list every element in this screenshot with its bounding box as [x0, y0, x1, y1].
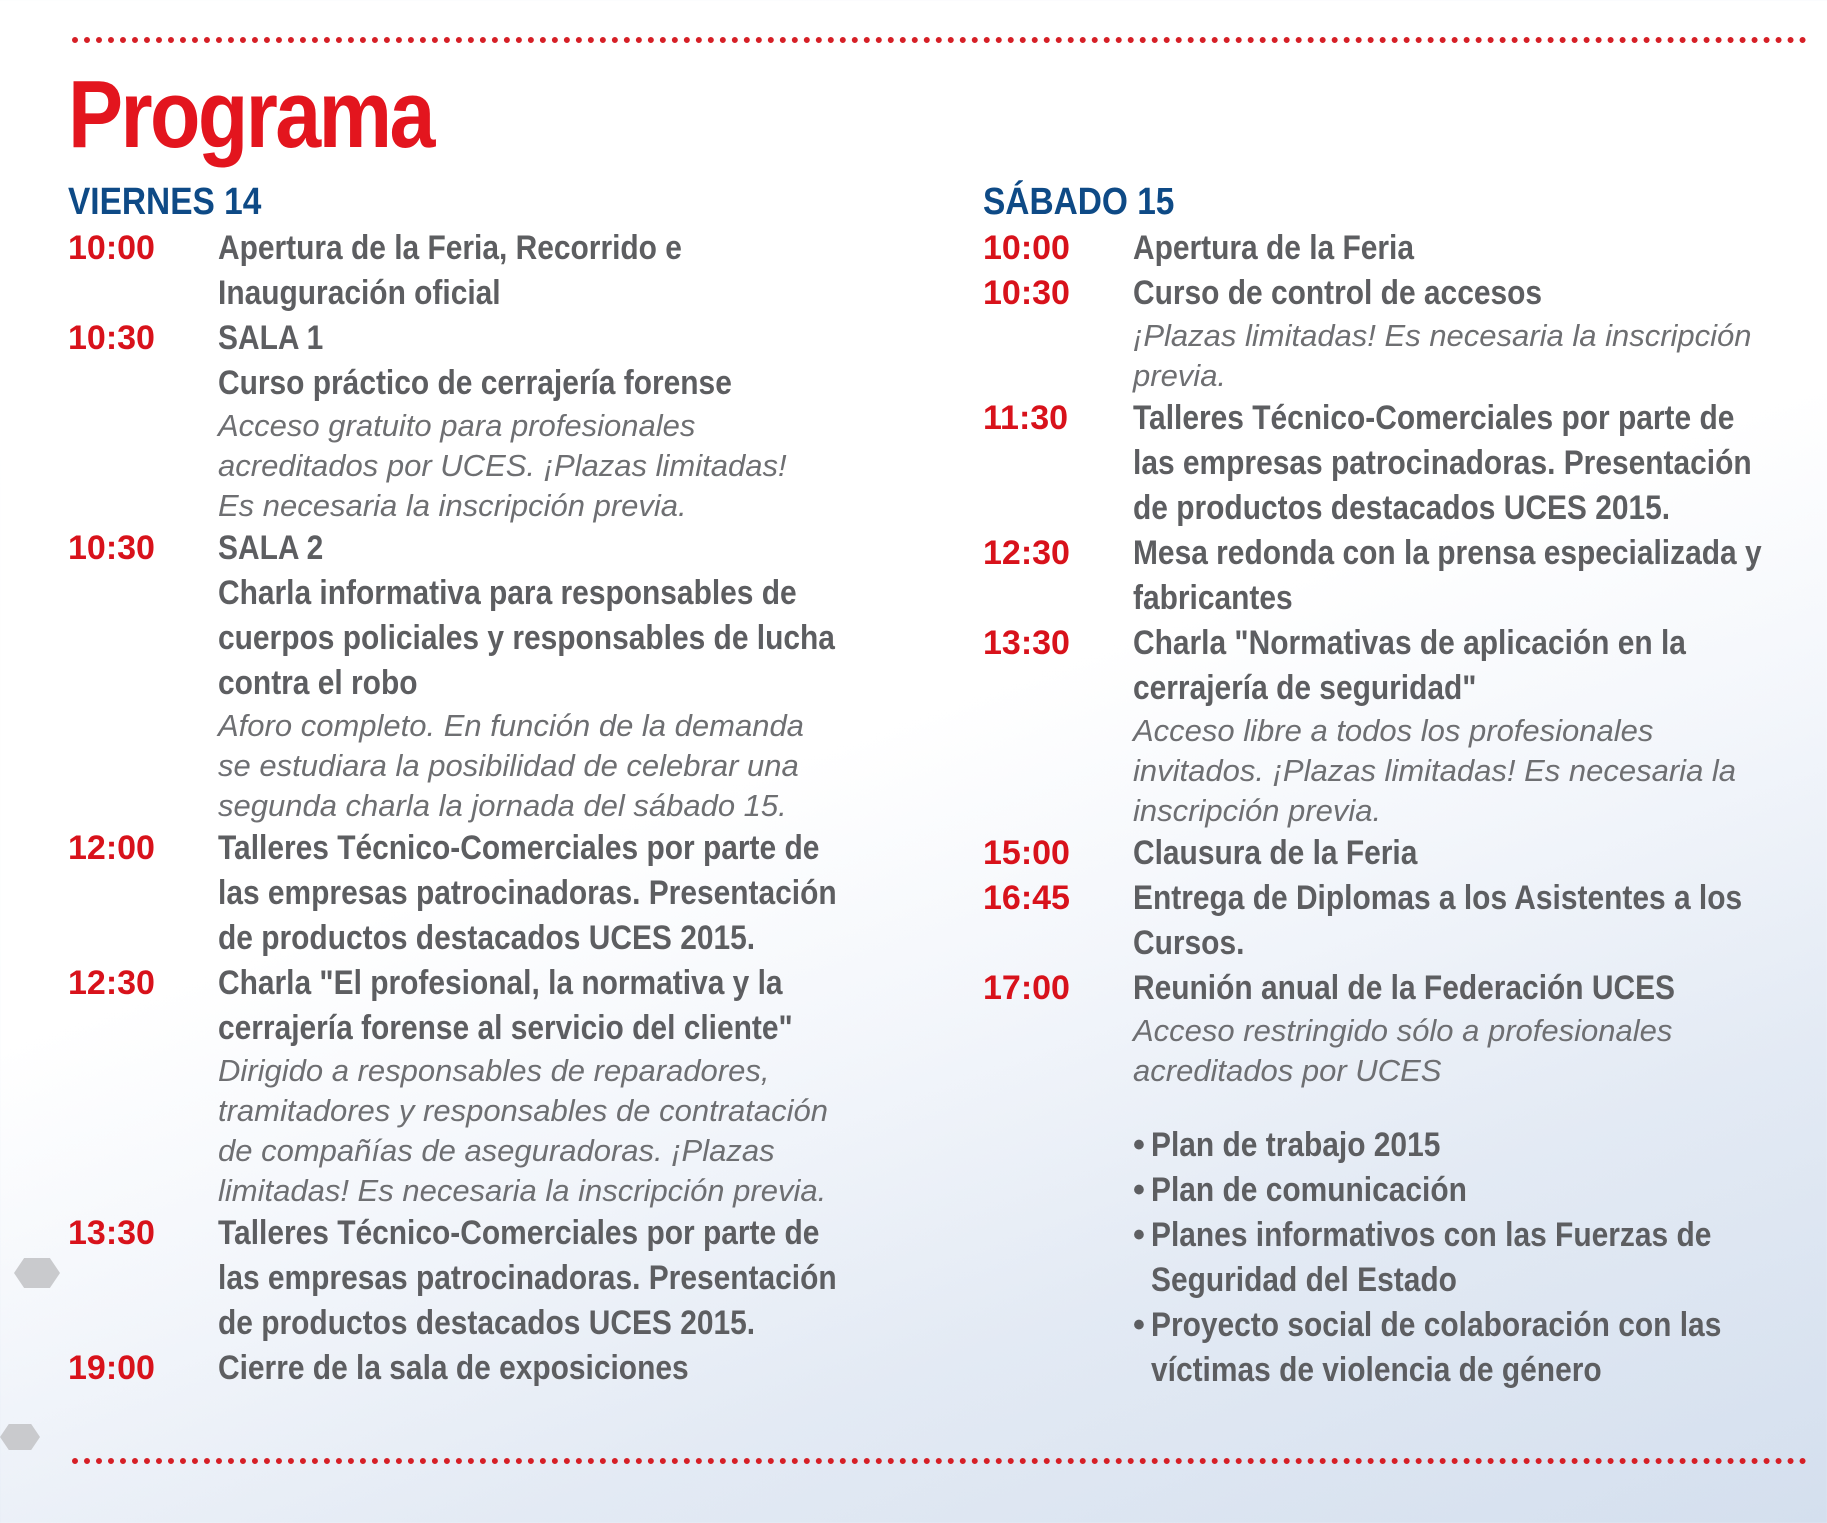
schedule-entry — [68, 961, 908, 1211]
bullet-dot-icon — [1133, 1348, 1151, 1393]
entry-title-line: Curso práctico de cerrajería forense — [218, 364, 732, 402]
entry-title-line: Charla "Normativas de aplicación en la — [1133, 624, 1686, 662]
entry-title-line: contra el robo — [218, 664, 418, 702]
hexagon-decoration-icon — [14, 1258, 60, 1288]
schedule-entry — [983, 621, 1813, 831]
friday-schedule — [68, 226, 908, 1391]
meeting-agenda-list — [1133, 1123, 1813, 1393]
agenda-item — [1133, 1348, 1813, 1393]
agenda-item-text: Planes informativos con las Fuerzas de — [1151, 1216, 1712, 1254]
agenda-item — [1133, 1213, 1813, 1258]
entry-content — [1133, 271, 1813, 396]
saturday-column — [983, 178, 1813, 1393]
schedule-entry — [68, 226, 908, 316]
entry-note-line: previa. — [1133, 358, 1227, 393]
entry-note-line: Aforo completo. En función de la demanda — [218, 708, 804, 743]
top-dotted-divider — [72, 37, 1807, 43]
schedule-entry — [68, 316, 908, 526]
entry-content — [218, 316, 908, 526]
schedule-entry — [68, 1211, 908, 1346]
bullet-dot-icon: • — [1133, 1171, 1145, 1209]
entry-title-line: fabricantes — [1133, 579, 1293, 617]
entry-title-line: Charla "El profesional, la normativa y la — [218, 964, 783, 1002]
entry-note-line: invitados. ¡Plazas limitadas! Es necesaria la — [1133, 753, 1737, 788]
entry-time: 19:00 — [68, 1349, 155, 1387]
entry-note-line: Acceso gratuito para profesionales — [218, 408, 696, 443]
entry-time: 10:30 — [68, 529, 155, 567]
entry-title-line: Reunión anual de la Federación UCES — [1133, 969, 1675, 1007]
entry-content — [218, 961, 908, 1211]
entry-title-line: Talleres Técnico-Comerciales por parte de — [218, 829, 820, 867]
entry-note-line: Acceso libre a todos los profesionales — [1133, 713, 1654, 748]
agenda-item-text: Plan de comunicación — [1151, 1171, 1467, 1209]
entry-content — [218, 1346, 908, 1391]
entry-note-line: inscripción previa. — [1133, 793, 1382, 828]
entry-title-line: las empresas patrocinadoras. Presentación — [218, 874, 837, 912]
entry-title-line: Cierre de la sala de exposiciones — [218, 1349, 689, 1387]
entry-title-line: Cursos. — [1133, 924, 1245, 962]
schedule-entry — [983, 226, 1813, 271]
agenda-item — [1133, 1258, 1813, 1303]
agenda-item-text: Plan de trabajo 2015 — [1151, 1126, 1441, 1164]
hexagon-decoration-icon — [0, 1424, 40, 1450]
bullet-dot-icon: • — [1133, 1126, 1145, 1164]
entry-note-line: Dirigido a responsables de reparadores, — [218, 1053, 770, 1088]
entry-note-line: acreditados por UCES. ¡Plazas limitadas! — [218, 448, 787, 483]
entry-content — [1133, 621, 1813, 831]
friday-column — [68, 178, 908, 1391]
entry-title-line: Entrega de Diplomas a los Asistentes a los — [1133, 879, 1743, 917]
saturday-schedule — [983, 226, 1813, 1091]
entry-title-line: cuerpos policiales y responsables de lucha — [218, 619, 835, 657]
entry-time: 16:45 — [983, 879, 1070, 917]
schedule-entry — [983, 966, 1813, 1091]
entry-time: 10:00 — [983, 229, 1070, 267]
entry-time: 10:30 — [68, 319, 155, 357]
entry-note-line: ¡Plazas limitadas! Es necesaria la inscripción — [1133, 318, 1752, 353]
agenda-item-text: Seguridad del Estado — [1151, 1261, 1457, 1299]
entry-title-line: Clausura de la Feria — [1133, 834, 1418, 872]
day-heading-saturday: SÁBADO 15 — [983, 181, 1175, 223]
schedule-entry — [983, 876, 1813, 966]
schedule-entry — [983, 831, 1813, 876]
schedule-entry — [983, 531, 1813, 621]
entry-time: 17:00 — [983, 969, 1070, 1007]
bullet-dot-icon: • — [1133, 1216, 1145, 1254]
entry-note-line: acreditados por UCES — [1133, 1053, 1442, 1088]
entry-content — [218, 526, 919, 826]
entry-title-line: Apertura de la Feria, Recorrido e — [218, 229, 682, 267]
entry-title-line: las empresas patrocinadoras. Presentación — [218, 1259, 837, 1297]
schedule-entry — [983, 271, 1813, 396]
schedule-entry — [68, 526, 908, 826]
schedule-entry — [68, 826, 908, 961]
agenda-item — [1133, 1168, 1813, 1213]
entry-content — [1133, 966, 1813, 1091]
schedule-entry — [983, 396, 1813, 531]
entry-content — [1133, 396, 1827, 531]
entry-note-line: tramitadores y responsables de contratación — [218, 1093, 828, 1128]
entry-note-line: segunda charla la jornada del sábado 15. — [218, 788, 787, 823]
entry-time: 10:30 — [983, 274, 1070, 312]
entry-title-line: de productos destacados UCES 2015. — [218, 919, 756, 957]
bullet-dot-icon: • — [1133, 1306, 1145, 1344]
entry-time: 12:30 — [68, 964, 155, 1002]
entry-title-line: Talleres Técnico-Comerciales por parte de — [1133, 399, 1735, 437]
schedule-entry — [68, 1346, 908, 1391]
day-heading-friday: VIERNES 14 — [68, 181, 262, 223]
entry-note-line: de compañías de aseguradoras. ¡Plazas — [218, 1133, 775, 1168]
entry-title-line: Charla informativa para responsables de — [218, 574, 797, 612]
entry-content — [1133, 531, 1827, 621]
entry-note-line: se estudiara la posibilidad de celebrar una — [218, 748, 799, 783]
entry-title-line: de productos destacados UCES 2015. — [218, 1304, 756, 1342]
entry-title-line: las empresas patrocinadoras. Presentación — [1133, 444, 1752, 482]
entry-note-line: Es necesaria la inscripción previa. — [218, 488, 687, 523]
entry-content — [1133, 831, 1813, 876]
entry-title-line: Apertura de la Feria — [1133, 229, 1415, 267]
agenda-item-text: víctimas de violencia de género — [1151, 1351, 1602, 1389]
entry-title-line: Curso de control de accesos — [1133, 274, 1543, 312]
bullet-dot-icon — [1133, 1258, 1151, 1303]
page-title: Programa — [68, 61, 433, 168]
entry-content — [1133, 876, 1825, 966]
entry-title-line: Inauguración oficial — [218, 274, 501, 312]
entry-title-line: cerrajería de seguridad" — [1133, 669, 1477, 707]
entry-title-line: SALA 1 — [218, 319, 324, 357]
entry-time: 13:30 — [983, 624, 1070, 662]
entry-note-line: limitadas! Es necesaria la inscripción previa. — [218, 1173, 827, 1208]
entry-content — [218, 1211, 921, 1346]
entry-time: 11:30 — [983, 399, 1069, 437]
agenda-item-text: Proyecto social de colaboración con las — [1151, 1306, 1722, 1344]
agenda-item — [1133, 1303, 1813, 1348]
entry-time: 12:00 — [68, 829, 155, 867]
entry-time: 13:30 — [68, 1214, 155, 1252]
entry-time: 12:30 — [983, 534, 1070, 572]
entry-title-line: Mesa redonda con la prensa especializada y — [1133, 534, 1762, 572]
entry-note-line: Acceso restringido sólo a profesionales — [1133, 1013, 1673, 1048]
entry-time: 10:00 — [68, 229, 155, 267]
bottom-dotted-divider — [72, 1458, 1807, 1464]
entry-title-line: SALA 2 — [218, 529, 324, 567]
entry-title-line: de productos destacados UCES 2015. — [1133, 489, 1671, 527]
entry-title-line: Talleres Técnico-Comerciales por parte de — [218, 1214, 820, 1252]
entry-content — [1133, 226, 1813, 271]
entry-content — [218, 826, 921, 961]
agenda-item — [1133, 1123, 1813, 1168]
entry-content — [218, 226, 908, 316]
entry-title-line: cerrajería forense al servicio del cliente" — [218, 1009, 793, 1047]
entry-time: 15:00 — [983, 834, 1070, 872]
